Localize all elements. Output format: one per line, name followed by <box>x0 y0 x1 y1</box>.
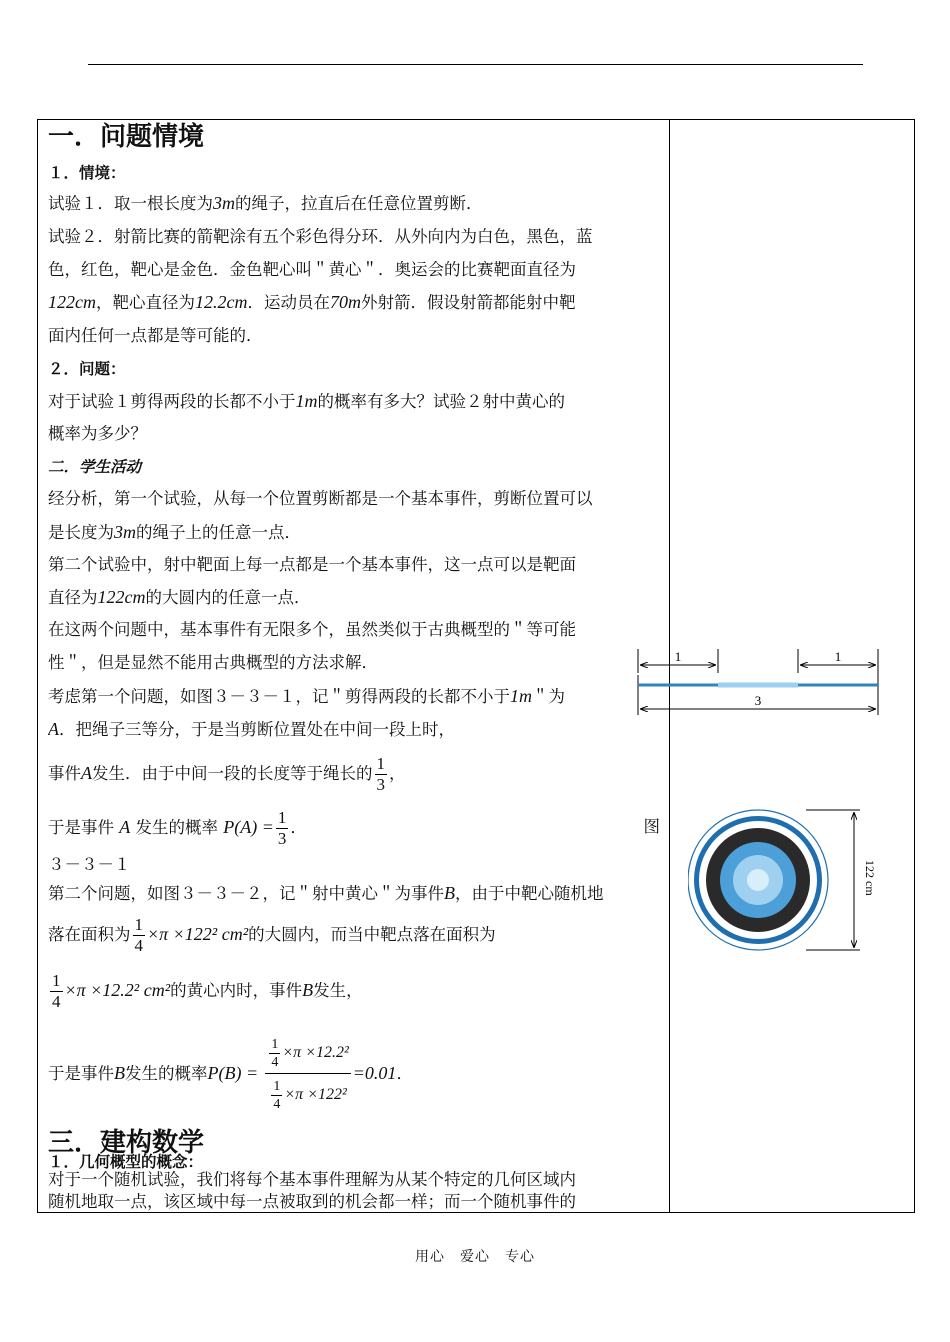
math: ×π ×122² <box>284 1086 347 1104</box>
math: 1m <box>295 391 318 411</box>
header-rule <box>88 64 863 65</box>
numerator: 1 <box>271 1037 279 1052</box>
probability-fraction <box>265 1036 350 1113</box>
experiment-1 <box>48 187 660 220</box>
math: 70m <box>330 292 361 312</box>
text: 发生的概率 <box>135 818 218 837</box>
question-line-1 <box>48 385 660 418</box>
math: A <box>81 763 92 783</box>
text: ． <box>396 1064 413 1083</box>
text: ＂为 <box>532 687 565 706</box>
math: A <box>48 719 59 739</box>
numerator: 1 <box>277 808 287 827</box>
numerator: 1 <box>52 971 61 990</box>
math: B <box>302 980 314 1000</box>
page-footer: 用心 爱心 专心 <box>415 1249 535 1265</box>
denominator: 4 <box>52 992 61 1011</box>
analysis-line-13 <box>48 965 660 1016</box>
numerator <box>265 1036 350 1073</box>
label-left: 1 <box>674 649 682 664</box>
text: 于是事件 <box>48 1064 114 1083</box>
text: 发生， <box>313 981 363 1000</box>
label-right: 1 <box>834 649 842 664</box>
text-group <box>48 803 307 852</box>
fraction <box>276 808 289 849</box>
text: 考虑第一个问题，如图３－３－１，记＂剪得两段的长都不小于 <box>48 687 510 706</box>
denominator: 3 <box>376 775 385 794</box>
numerator: 1 <box>376 754 385 773</box>
figure-target-diagram <box>688 802 888 962</box>
subheading-geometric-model: １．几何概型的概念： <box>48 1153 204 1171</box>
subheading-situation: １．情境： <box>48 164 126 182</box>
definition-line-1: 对于一个随机试验，我们将每个基本事件理解为从某个特定的几何区域内 <box>48 1170 576 1189</box>
text: 发生的概率 <box>125 1064 208 1083</box>
figure-reference: 图 <box>643 817 660 836</box>
denominator: 4 <box>271 1055 279 1070</box>
fraction <box>133 915 146 956</box>
math: P(B) = <box>207 1063 259 1083</box>
text: ． <box>290 818 307 837</box>
subheading-question: ２．问题： <box>48 360 126 378</box>
math: B <box>444 883 455 903</box>
math: 3m <box>213 193 235 213</box>
math: 1m <box>510 686 532 706</box>
text: 于是事件 <box>48 818 114 837</box>
text: ，由于中靶心随机地 <box>455 884 604 903</box>
section-1-heading: 一．问题情境 <box>48 122 205 152</box>
analysis-line-11 <box>48 877 660 910</box>
math: 12.2cm <box>195 292 248 312</box>
text: 直径为 <box>48 588 98 607</box>
denominator: 3 <box>277 829 287 848</box>
numerator: 1 <box>273 1079 281 1094</box>
math: 3m <box>114 522 136 542</box>
text: 试验１．取一根长度为 <box>48 194 213 213</box>
analysis-line-2 <box>48 516 660 549</box>
text: 的绳子，拉直后在任意位置剪断． <box>235 194 483 213</box>
label-total: 3 <box>754 693 762 708</box>
text: 的大圆内，而当中靶点落在面积为 <box>248 925 496 944</box>
analysis-line-14 <box>48 1023 660 1123</box>
question-line-2: 概率为多少？ <box>48 424 147 443</box>
text: 的绳子上的任意一点． <box>136 523 301 542</box>
text: ．运动员在 <box>247 293 330 312</box>
diameter-label: 122 cm <box>863 860 877 896</box>
section-3-heading: 三．建构数学 <box>48 1128 205 1158</box>
text: 落在面积为 <box>48 925 131 944</box>
definition-line-2: 随机地取一点，该区域中每一点被取到的机会都一样；而一个随机事件的 <box>48 1192 576 1211</box>
math: =0.01 <box>352 1063 397 1083</box>
main-text-column <box>48 119 660 1211</box>
fraction <box>269 1036 280 1071</box>
math: ×π ×12.2² cm² <box>64 980 171 1000</box>
text: 外射箭．假设射箭都能射中靶 <box>361 293 576 312</box>
math: P(A) = <box>223 817 274 837</box>
text: 对于试验１剪得两段的长都不小于 <box>48 392 296 411</box>
text: 的大圆内的任意一点． <box>145 588 311 607</box>
text: ．把绳子三等分，于是当剪断位置处在中间一段上时， <box>59 720 455 739</box>
text: 的黄心内时，事件 <box>170 981 303 1000</box>
denominator <box>265 1073 350 1113</box>
text: ，靶心直径为 <box>96 293 195 312</box>
experiment-2-line-4: 面内任何一点都是等可能的． <box>48 326 263 345</box>
text: 的概率有多大？试验２射中黄心的 <box>317 392 565 411</box>
math: B <box>114 1063 125 1083</box>
analysis-line-5: 在这两个问题中，基本事件有无限多个，虽然类似于古典概型的＂等可能 <box>48 620 576 639</box>
target-bullseye <box>747 869 769 891</box>
figure-rope-diagram <box>635 645 885 720</box>
math: ×π ×122² cm² <box>147 924 249 944</box>
analysis-line-9 <box>48 749 660 798</box>
fraction <box>375 754 388 795</box>
analysis-line-6: 性＂，但是显然不能用古典概型的方法求解． <box>48 653 378 672</box>
analysis-line-7 <box>48 680 660 713</box>
analysis-line-4 <box>48 581 660 614</box>
text: ， <box>389 764 406 783</box>
text: 是长度为 <box>48 523 114 542</box>
analysis-line-3: 第二个试验中，射中靶面上每一点都是一个基本事件，这一点可以是靶面 <box>48 555 576 574</box>
math: ×π ×12.2² <box>282 1044 349 1062</box>
experiment-2-line-1: 试验２．射箭比赛的箭靶涂有五个彩色得分环．从外向内为白色，黑色，蓝 <box>48 227 593 246</box>
math: 122cm <box>97 587 146 607</box>
analysis-line-1: 经分析，第一个试验，从每一个位置剪断都是一个基本事件，剪断位置可以 <box>48 489 593 508</box>
math: A <box>119 817 131 837</box>
text: 发生．由于中间一段的长度等于绳长的 <box>92 764 373 783</box>
math: 122cm <box>48 292 96 312</box>
fraction <box>50 971 63 1012</box>
denominator: 4 <box>134 936 143 955</box>
experiment-2-line-2: 色，红色，靶心是金色．金色靶心叫＂黄心＂．奥运会的比赛靶面直径为 <box>48 260 576 279</box>
section-2-heading: 二．学生活动 <box>48 458 142 476</box>
numerator: 1 <box>134 915 143 934</box>
analysis-line-8 <box>48 713 660 746</box>
text: 第二个问题，如图３－３－２，记＂射中黄心＂为事件 <box>48 884 444 903</box>
text: 事件 <box>48 764 81 783</box>
experiment-2-line-3 <box>48 286 660 319</box>
analysis-line-12 <box>48 909 660 960</box>
analysis-line-10 <box>48 803 660 852</box>
figure-caption-3-3-1: ３－３－１ <box>48 855 131 874</box>
denominator: 4 <box>273 1097 281 1112</box>
fraction <box>271 1078 282 1113</box>
